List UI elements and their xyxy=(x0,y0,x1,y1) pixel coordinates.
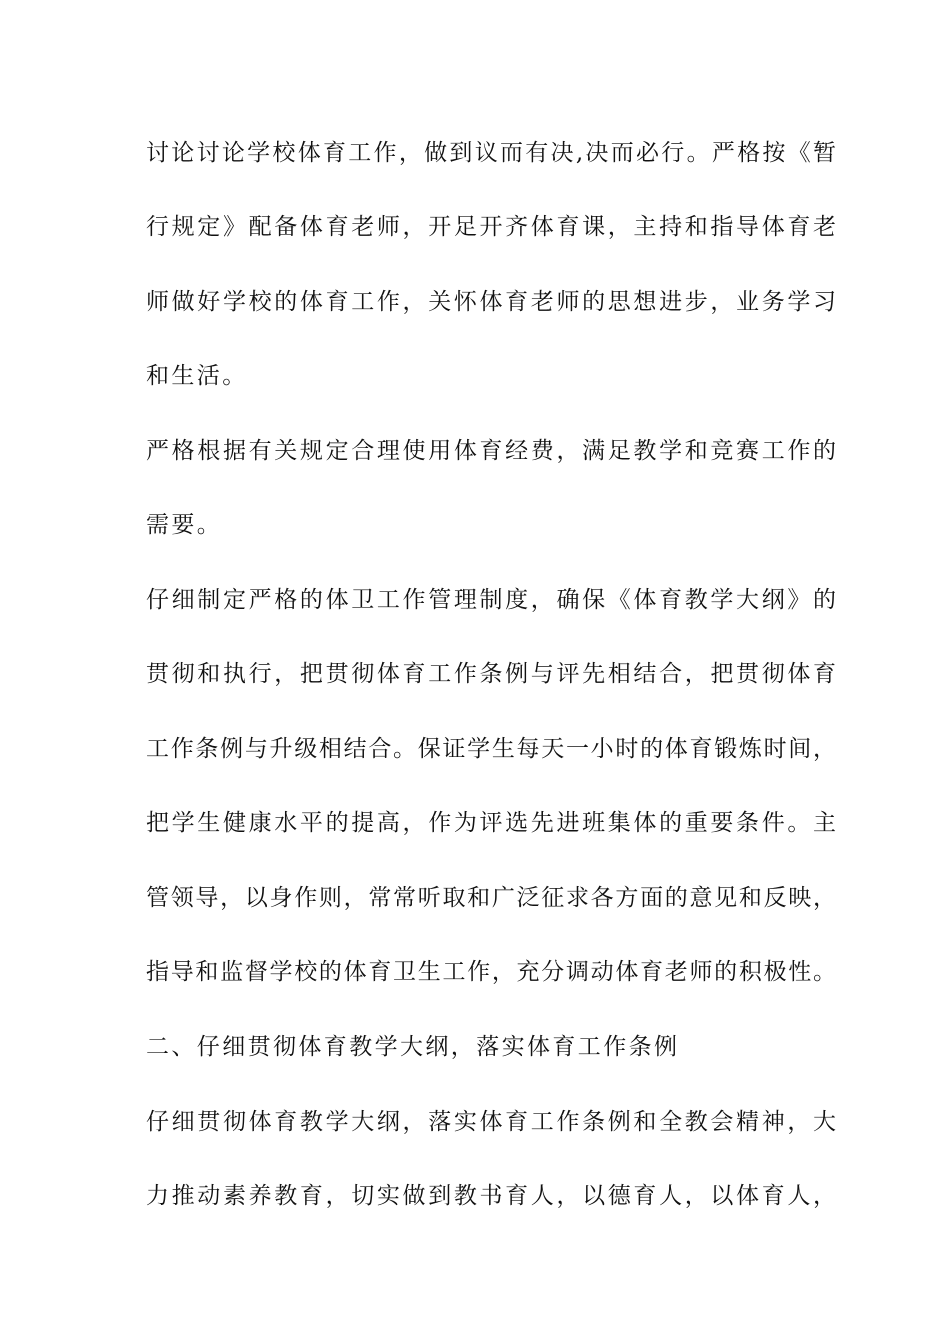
text-line: 和生活。 xyxy=(146,363,248,389)
text-line: 贯彻和执行，把贯彻体育工作条例与评先相结合，把贯彻体育 xyxy=(146,661,836,687)
text-line: 力推动素养教育，切实做到教书育人，以德育人，以体育人， xyxy=(146,1183,836,1209)
text-line: 把学生健康水平的提高，作为评选先进班集体的重要条件。主 xyxy=(146,810,836,836)
section-heading: 二、仔细贯彻体育教学大纲，落实体育工作条例 xyxy=(146,1034,680,1060)
text-line: 行规定》配备体育老师，开足开齐体育课，主持和指导体育老 xyxy=(146,214,836,240)
text-line: 严格根据有关规定合理使用体育经费，满足教学和竞赛工作的 xyxy=(146,438,836,464)
text-line: 需要。 xyxy=(146,512,223,538)
text-line: 仔细贯彻体育教学大纲，落实体育工作条例和全教会精神，大 xyxy=(146,1109,836,1135)
text-line: 指导和监督学校的体育卫生工作，充分调动体育老师的积极性。 xyxy=(146,959,836,985)
text-line: 工作条例与升级相结合。保证学生每天一小时的体育锻炼时间， xyxy=(146,736,836,762)
text-line: 管领导，以身作则，常常听取和广泛征求各方面的意见和反映， xyxy=(146,885,836,911)
text-line: 讨论讨论学校体育工作，做到议而有决,决而必行。严格按《暂 xyxy=(146,140,836,166)
text-line: 仔细制定严格的体卫工作管理制度，确保《体育教学大纲》的 xyxy=(146,587,836,613)
text-line: 师做好学校的体育工作，关怀体育老师的思想进步，业务学习 xyxy=(146,289,836,315)
